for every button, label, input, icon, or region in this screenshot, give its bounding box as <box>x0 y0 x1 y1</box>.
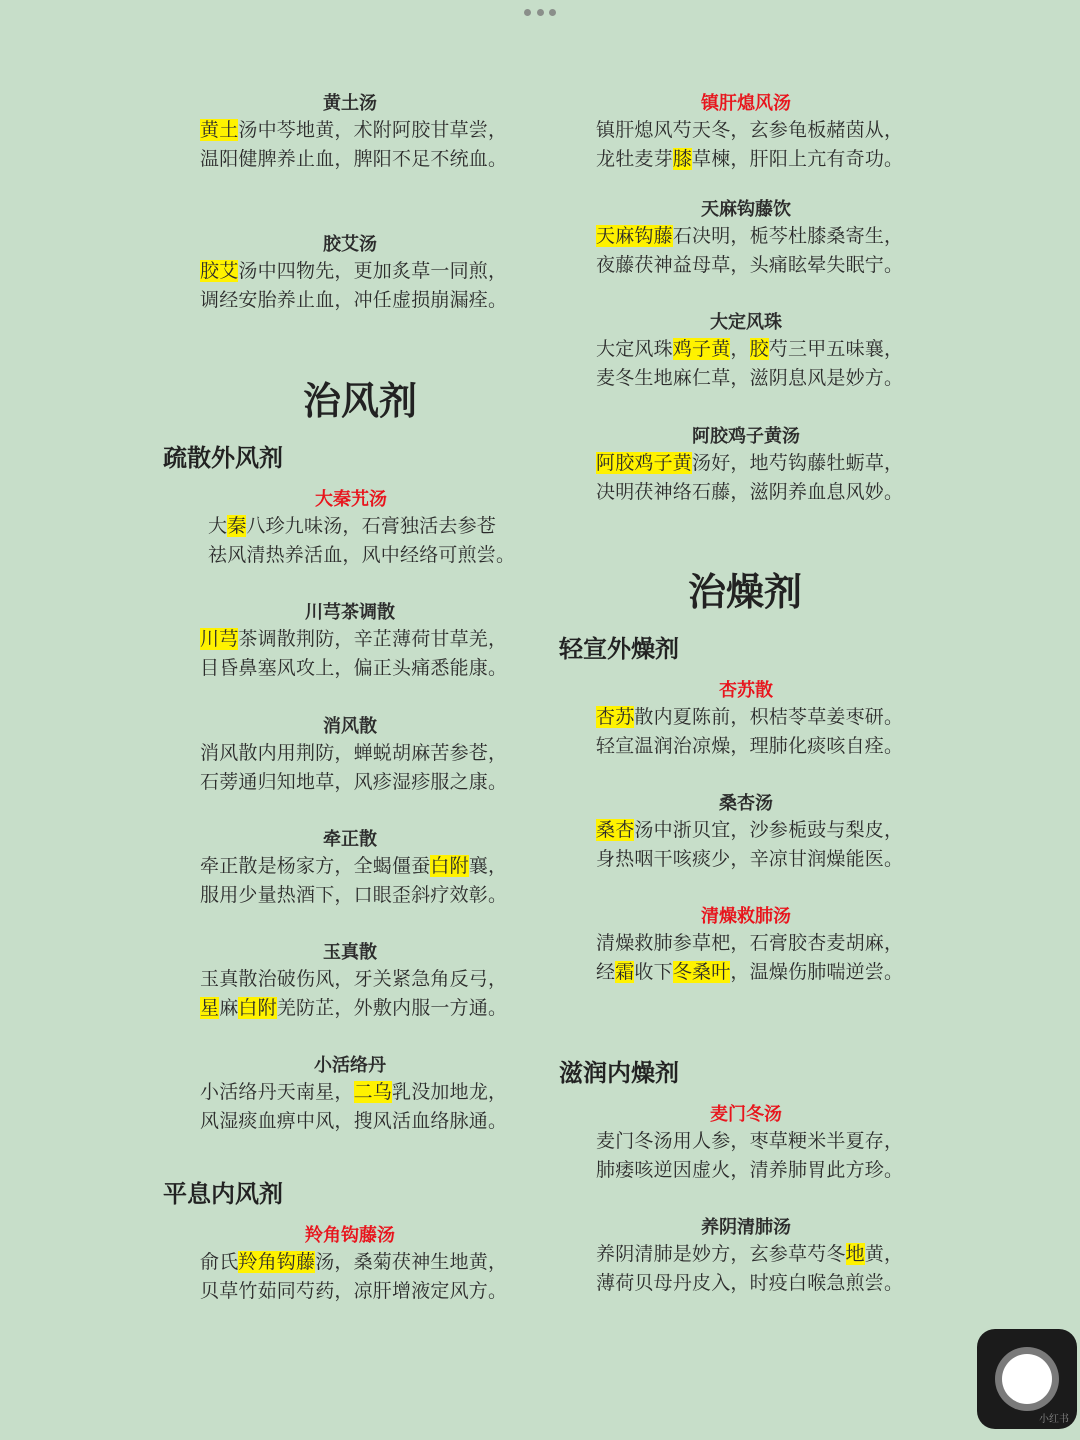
formula-title: 牵正散 <box>323 829 377 850</box>
formula-huangtu <box>200 92 508 173</box>
record-icon <box>995 1347 1059 1411</box>
verse-line <box>200 1107 508 1136</box>
verse-text: 石蒡通归知地草，风疹湿疹服之康。 <box>200 770 508 793</box>
verse-text: 麦冬生地麻仁草，滋阴息风是妙方。 <box>596 366 904 389</box>
verse-text: 收下 <box>634 960 673 983</box>
verse-line <box>200 116 508 145</box>
formula-dadingfeng <box>596 311 904 392</box>
verse-line <box>596 929 904 958</box>
verse-line <box>596 845 904 874</box>
formula-xingsu <box>596 679 904 760</box>
verse-line <box>596 335 904 364</box>
verse-text: 清燥救肺参草杷，石膏胶杏麦胡麻， <box>596 932 904 954</box>
verse-text: 草楝，肝阳上亢有奇功。 <box>692 147 904 170</box>
formula-ejiao <box>596 425 904 506</box>
formula-chuanxiong <box>200 601 508 682</box>
formula-title: 阿胶鸡子黄汤 <box>692 426 800 447</box>
highlighted-herb: 地 <box>845 1243 865 1265</box>
formula-yangyin <box>596 1216 904 1297</box>
verse-text: ，温燥伤肺喘逆尝。 <box>730 960 904 983</box>
verse-line <box>200 768 508 797</box>
verse-line <box>200 286 508 315</box>
section-title: 治风剂 <box>303 379 418 423</box>
subsection-title: 滋润内燥剂 <box>559 1059 679 1087</box>
formula-title: 天麻钩藤饮 <box>701 199 791 220</box>
verse-line <box>200 145 508 174</box>
verse-text: 温阳健脾养止血，脾阳不足不统血。 <box>200 147 508 170</box>
verse-line <box>596 703 904 732</box>
verse-line <box>200 852 508 881</box>
formula-jiaoai <box>200 233 508 314</box>
highlighted-herb: 二乌 <box>353 1081 393 1103</box>
verse-line <box>596 1269 904 1298</box>
formula-title: 羚角钩藤汤 <box>305 1225 395 1246</box>
verse-text: 轻宣温润治凉燥，理肺化痰咳自痊。 <box>596 734 904 757</box>
screen-record-button[interactable] <box>977 1329 1077 1429</box>
verse-line <box>596 732 904 761</box>
section-title: 治燥剂 <box>688 570 803 614</box>
highlighted-herb: 胶艾 <box>200 260 239 282</box>
highlighted-herb: 霜 <box>615 960 635 983</box>
verse-text: 散内夏陈前，枳桔苓草姜枣研。 <box>634 706 904 728</box>
verse-text: 八珍九味汤，石膏独活去参苍 <box>246 515 497 537</box>
verse-text: 祛风清热养活血，风中经络可煎尝。 <box>208 543 516 566</box>
formula-sangxing <box>596 792 904 873</box>
verse-line <box>208 541 516 570</box>
highlighted-herb: 桑杏 <box>596 819 635 841</box>
verse-text: 消风散内用荆防，蝉蜕胡麻苦参苍， <box>200 742 508 764</box>
verse-line <box>200 739 508 768</box>
highlighted-herb: 胶 <box>749 338 769 360</box>
highlighted-herb: 秦 <box>227 515 247 537</box>
verse-text: 薄荷贝母丹皮入，时疫白喉急煎尝。 <box>596 1271 904 1294</box>
formula-title: 杏苏散 <box>719 680 773 701</box>
verse-line <box>596 958 904 987</box>
verse-line <box>596 478 904 507</box>
formula-daqinjiao <box>208 488 516 569</box>
verse-text: 服用少量热酒下，口眼歪斜疗效彰。 <box>200 883 508 906</box>
formula-yuzhen <box>200 941 508 1022</box>
highlighted-herb: 黄土 <box>200 119 239 141</box>
formula-title: 大秦艽汤 <box>315 489 387 510</box>
verse-text: 乳没加地龙， <box>392 1081 508 1103</box>
verse-text: 肺痿咳逆因虚火，清养肺胃此方珍。 <box>596 1158 904 1181</box>
verse-text: 风湿痰血痹中风，搜风活血络脉通。 <box>200 1109 508 1132</box>
more-menu-icon[interactable] <box>524 9 556 17</box>
verse-line <box>596 116 904 145</box>
formula-xiaohuoluo <box>200 1054 508 1135</box>
verse-text: ， <box>730 338 750 360</box>
formula-title: 大定风珠 <box>710 312 782 333</box>
verse-text: 贝草竹茹同芍药，凉肝增液定风方。 <box>200 1279 508 1302</box>
formula-title: 黄土汤 <box>323 93 377 114</box>
verse-text: 汤好，地芍钩藤牡蛎草， <box>692 452 904 474</box>
formula-title: 小活络丹 <box>314 1055 386 1076</box>
verse-line <box>200 881 508 910</box>
formula-title: 麦门冬汤 <box>710 1104 782 1125</box>
subsection-title: 疏散外风剂 <box>163 444 283 472</box>
verse-line <box>596 449 904 478</box>
highlighted-herb: 阿胶鸡子黄 <box>596 452 693 474</box>
verse-line <box>200 1078 508 1107</box>
highlighted-herb: 白附 <box>238 996 277 1019</box>
verse-line <box>596 1127 904 1156</box>
verse-line <box>596 1156 904 1185</box>
highlighted-herb: 白附 <box>430 855 469 877</box>
highlighted-herb: 杏苏 <box>596 706 635 728</box>
verse-text: 芍三甲五味襄， <box>768 338 904 360</box>
formula-zhengan <box>596 92 904 173</box>
highlighted-herb: 天麻钩藤 <box>596 225 673 247</box>
highlighted-herb: 星 <box>200 996 220 1019</box>
formula-qingzao <box>596 905 904 986</box>
verse-text: 羌防芷，外敷内服一方通。 <box>276 996 508 1019</box>
formula-title: 玉真散 <box>323 942 377 963</box>
highlighted-herb: 羚角钩藤 <box>238 1251 316 1273</box>
verse-text: 镇肝熄风芍天冬，玄参龟板赭茵从， <box>596 119 904 141</box>
verse-text: 经 <box>596 960 616 983</box>
verse-text: 麻 <box>219 996 239 1019</box>
verse-text: 目昏鼻塞风攻上，偏正头痛悉能康。 <box>200 656 508 679</box>
verse-text: 汤中芩地黄，术附阿胶甘草尝， <box>238 119 508 141</box>
formula-maimendong <box>596 1103 904 1184</box>
formula-title: 镇肝熄风汤 <box>701 93 791 114</box>
verse-line <box>596 251 904 280</box>
verse-line <box>200 625 508 654</box>
verse-text: 龙牡麦芽 <box>596 147 673 170</box>
verse-line <box>200 1277 508 1306</box>
verse-text: 汤中浙贝宜，沙参栀豉与梨皮， <box>634 819 904 841</box>
formula-qianzheng <box>200 828 508 909</box>
highlighted-herb: 鸡子黄 <box>672 338 731 360</box>
verse-line <box>208 512 497 541</box>
verse-text: 大定风珠 <box>596 338 673 360</box>
verse-line <box>596 222 904 251</box>
verse-text: 养阴清肺是妙方，玄参草芍冬 <box>596 1243 846 1265</box>
verse-line <box>596 145 904 174</box>
formula-xiaofeng <box>200 715 508 796</box>
verse-line <box>200 965 508 994</box>
verse-text: 牵正散是杨家方，全蝎僵蚕 <box>200 855 431 877</box>
verse-text: 石决明，栀芩杜膝桑寄生， <box>672 225 904 247</box>
formula-title: 养阴清肺汤 <box>701 1217 791 1238</box>
verse-text: 黄， <box>864 1243 904 1265</box>
verse-text: 调经安胎养止血，冲任虚损崩漏痊。 <box>200 288 508 311</box>
formula-title: 川芎茶调散 <box>305 602 395 623</box>
formula-lingjiao <box>200 1224 508 1305</box>
verse-text: 身热咽干咳痰少，辛凉甘润燥能医。 <box>596 847 904 870</box>
verse-text: 玉真散治破伤风，牙关紧急角反弓， <box>200 968 508 990</box>
verse-line <box>596 816 904 845</box>
subsection-title: 轻宣外燥剂 <box>559 635 679 663</box>
verse-text: 茶调散荆防，辛芷薄荷甘草羌， <box>238 628 508 650</box>
verse-text: 夜藤茯神益母草，头痛眩晕失眠宁。 <box>596 253 904 276</box>
verse-text: 汤，桑菊茯神生地黄， <box>315 1251 508 1273</box>
verse-text: 汤中四物先，更加炙草一同煎， <box>238 260 508 282</box>
verse-text: 决明茯神络石藤，滋阴养血息风妙。 <box>596 480 904 503</box>
verse-line <box>200 1248 508 1277</box>
verse-line <box>200 257 508 286</box>
verse-line <box>596 364 904 393</box>
verse-text: 大 <box>208 515 228 537</box>
formula-title: 胶艾汤 <box>323 234 377 255</box>
verse-text: 麦门冬汤用人参，枣草粳米半夏存， <box>596 1130 904 1152</box>
verse-text: 襄， <box>468 855 508 877</box>
verse-line <box>200 994 508 1023</box>
watermark: 小红书 <box>1039 1414 1069 1425</box>
highlighted-herb: 川芎 <box>200 628 239 650</box>
verse-text: 俞氏 <box>200 1251 239 1273</box>
highlighted-herb: 冬桑叶 <box>672 960 731 983</box>
verse-line <box>596 1240 904 1269</box>
verse-text: 小活络丹天南星， <box>200 1081 354 1103</box>
verse-line <box>200 654 508 683</box>
formula-title: 桑杏汤 <box>719 793 773 814</box>
subsection-title: 平息内风剂 <box>163 1180 283 1208</box>
formula-tianma <box>596 198 904 279</box>
formula-title: 清燥救肺汤 <box>701 906 791 927</box>
highlighted-herb: 膝 <box>672 147 693 170</box>
formula-title: 消风散 <box>323 716 377 737</box>
